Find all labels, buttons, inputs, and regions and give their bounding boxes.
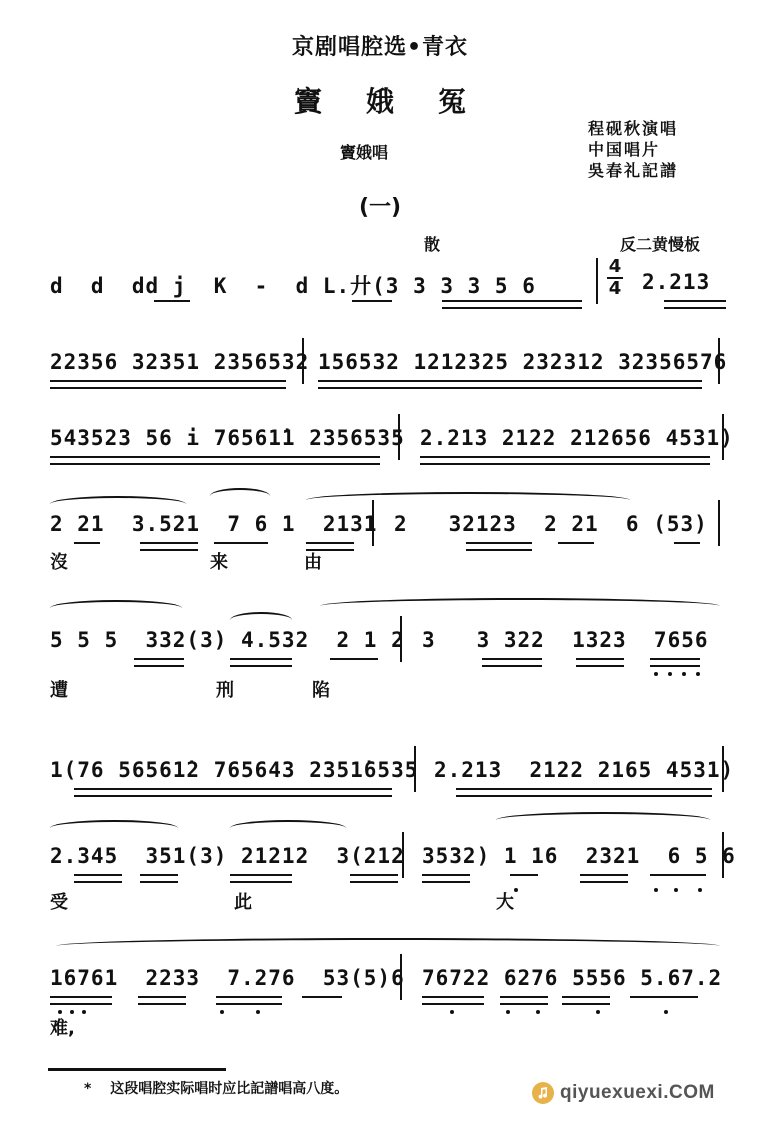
credits bbox=[588, 118, 678, 181]
notation-line-1 bbox=[50, 258, 730, 328]
lyric-char: 陷 bbox=[312, 680, 330, 701]
notes-segment: 3 3 322 1323 7656 bbox=[422, 628, 709, 652]
lyric-char: 刑 bbox=[216, 680, 234, 701]
notation-line-7 bbox=[50, 832, 736, 902]
notes-segment: 22356 32351 2356532 bbox=[50, 350, 310, 374]
notes-segment: 5 5 5 332(3) 4.532 2 1 2 bbox=[50, 628, 405, 652]
credit-performer: 程砚秋演唱 bbox=[588, 119, 679, 138]
notes-segment: 2.213 bbox=[642, 270, 711, 294]
lyric-char: 难, bbox=[50, 1018, 75, 1039]
notes-segment: 2.345 351(3) 21212 3(212 bbox=[50, 844, 405, 868]
footnote-rule bbox=[48, 1068, 226, 1071]
notes-segment: 1(76 56561̇2 765643 2351̇6535 bbox=[50, 758, 419, 782]
notes-segment: 543523 56 i 76561̇1 2356535 bbox=[50, 426, 405, 450]
lyric-char: 来 bbox=[210, 552, 228, 573]
lyric-char: 此 bbox=[234, 892, 252, 913]
singer-role: 竇娥唱 bbox=[340, 143, 389, 162]
notes-segment: 2 21 3.521 7 6 1 2131 bbox=[50, 512, 378, 536]
notes-segment: 2.213 2122 212656 4531) bbox=[420, 426, 734, 450]
notation-line-2 bbox=[50, 338, 730, 408]
notes-segment: 76722 6276 5556 5.67.2 bbox=[422, 966, 723, 990]
music-note-icon bbox=[532, 1082, 554, 1104]
watermark bbox=[532, 1082, 715, 1104]
lyric-char: 由 bbox=[304, 552, 322, 573]
mode-tempo-mark: 反二黄慢板 bbox=[620, 235, 701, 254]
notes-segment: 2.213 2122 2165 4531) bbox=[434, 758, 735, 782]
footnote bbox=[84, 1078, 444, 1098]
notation-line-4 bbox=[50, 500, 730, 570]
notes-segment: 156532 1212325 232312 32356576 bbox=[318, 350, 728, 374]
notes-segment: 2 32123 2 21 6 (53) bbox=[394, 512, 708, 536]
notes-segment: d d dd j K - d L.廾(3 3 3 3 5 6 bbox=[50, 274, 536, 298]
credit-record: 中国唱片 bbox=[588, 140, 661, 159]
lyric-char: 遭 bbox=[50, 680, 68, 701]
notation-line-6 bbox=[50, 746, 735, 816]
notes-segment: 16761 2233 7.276 53(5)6 bbox=[50, 966, 405, 990]
lyric-char: 大 bbox=[496, 892, 514, 913]
footnote-text: 这段唱腔实际唱时应比記譜唱高八度。 bbox=[110, 1081, 349, 1097]
lyric-char: 受 bbox=[50, 892, 68, 913]
tempo-free-mark: 散 bbox=[424, 235, 441, 254]
section-number: (一) bbox=[358, 195, 402, 220]
footnote-marker: * bbox=[84, 1081, 92, 1097]
notation-line-5 bbox=[50, 616, 730, 686]
series-title: 京剧唱腔选•青衣 bbox=[291, 35, 469, 60]
notation-line-8 bbox=[50, 954, 730, 1024]
credit-transcriber: 吳春礼記譜 bbox=[588, 161, 679, 180]
watermark-text: qiyuexuexi.COM bbox=[560, 1082, 715, 1103]
time-signature: 4 4 bbox=[608, 256, 622, 299]
opera-title: 竇娥冤 bbox=[293, 85, 510, 118]
lyric-char: 沒 bbox=[50, 552, 68, 573]
notes-segment: 3532) 1 16 2321 6 5 6 bbox=[422, 844, 736, 868]
notation-line-3 bbox=[50, 414, 734, 484]
